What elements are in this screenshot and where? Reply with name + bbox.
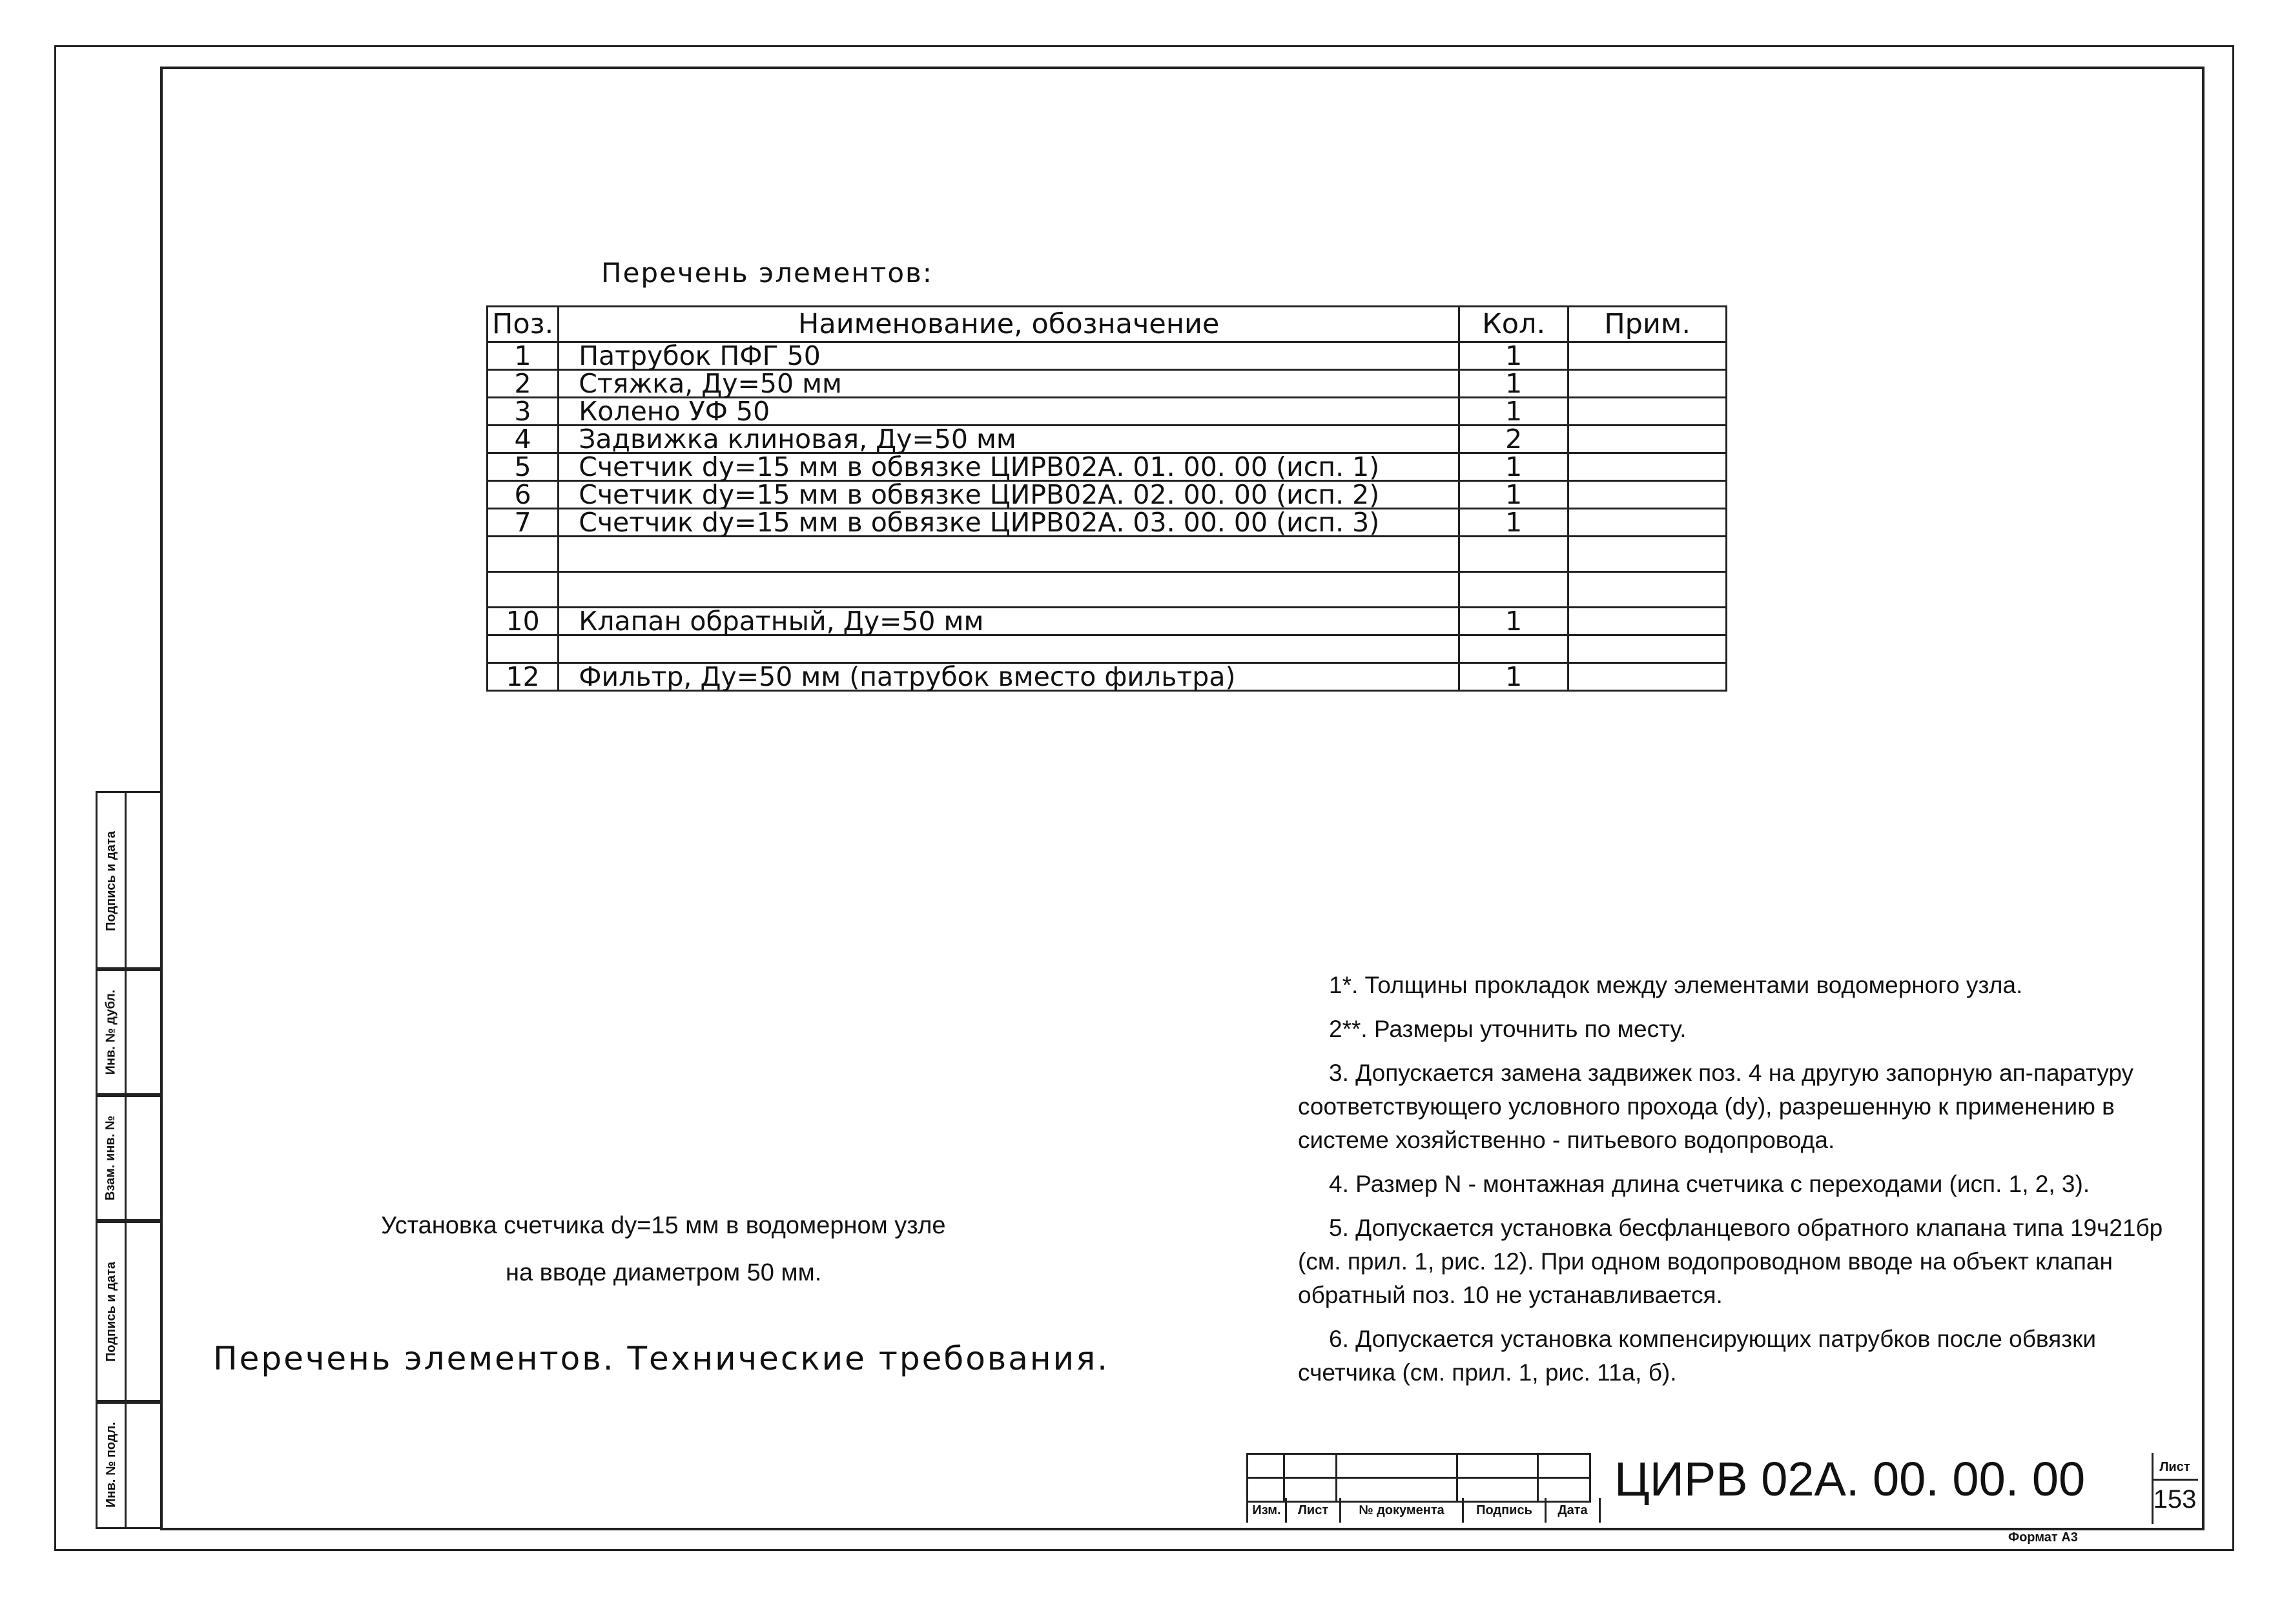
header-pos: Поз.	[488, 307, 559, 342]
cell-note	[1568, 608, 1727, 635]
strip-sign-date-1	[96, 791, 161, 971]
strip-label: Подпись и дата	[103, 1261, 118, 1362]
cell-pos: 12	[488, 663, 559, 691]
tb-label-sheet: Лист	[1287, 1498, 1341, 1523]
cell-name: Патрубок ПФГ 50	[559, 342, 1459, 370]
cell-name: Счетчик dy=15 мм в обвязке ЦИРВ02А. 01. 00. 00 (исп. 1)	[559, 453, 1459, 481]
note-6: 6. Допускается установка компенсирующих патрубков после обвязки счетчика (см. прил. 1, рис. 11а, б).	[1298, 1326, 2096, 1386]
cell-name: Счетчик dy=15 мм в обвязке ЦИРВ02А. 03. 00. 00 (исп. 3)	[559, 509, 1459, 537]
cell-qty: 1	[1459, 663, 1568, 691]
sheet-label: Лист	[2152, 1455, 2198, 1481]
table-row	[488, 663, 1727, 691]
cell-qty: 1	[1459, 398, 1568, 426]
table-row	[488, 398, 1727, 426]
table-row	[488, 509, 1727, 537]
format-label: Формат А3	[2008, 1530, 2078, 1545]
tb-label-date: Дата	[1547, 1498, 1601, 1523]
tb-label-doc: № документа	[1341, 1498, 1464, 1523]
cell-name: Клапан обратный, Ду=50 мм	[559, 608, 1459, 635]
cell-qty	[1459, 537, 1568, 572]
cell-qty: 2	[1459, 426, 1568, 453]
strip-inv-orig	[96, 1400, 161, 1529]
note-3: 3. Допускается замена задвижек поз. 4 на другую запорную ап-паратуру соответствующего условного прохода (dy), разрешенную к применению в системе хозяйственно - питьевого водопровода.	[1298, 1060, 2134, 1153]
cell-qty	[1459, 635, 1568, 663]
cell-note	[1568, 509, 1727, 537]
cell-note	[1568, 426, 1727, 453]
cell-name: Колено УФ 50	[559, 398, 1459, 426]
table-row	[488, 453, 1727, 481]
technical-notes	[1298, 969, 2163, 1400]
tb-label-change: Изм.	[1246, 1498, 1287, 1523]
strip-label: Подпись и дата	[103, 831, 118, 931]
cell-pos	[488, 635, 559, 663]
cell-name: Счетчик dy=15 мм в обвязке ЦИРВ02А. 02. 00. 00 (исп. 2)	[559, 481, 1459, 509]
cell-note	[1568, 537, 1727, 572]
tb-label-sign: Подпись	[1464, 1498, 1547, 1523]
note-4: 4. Размер N - монтажная длина счетчика с переходами (исп. 1, 2, 3).	[1329, 1171, 2090, 1197]
table-row-empty	[488, 572, 1727, 608]
cell-qty	[1459, 572, 1568, 608]
cell-name	[559, 572, 1459, 608]
table-row	[488, 426, 1727, 453]
note-2: 2**. Размеры уточнить по месту.	[1329, 1016, 1687, 1042]
table-row-empty	[488, 635, 1727, 663]
drawing-caption-line-2: на вводе диаметром 50 мм.	[506, 1259, 822, 1286]
document-code: ЦИРВ 02А. 00. 00. 00	[1614, 1452, 2086, 1506]
cell-pos	[488, 572, 559, 608]
cell-qty: 1	[1459, 342, 1568, 370]
cell-qty: 1	[1459, 481, 1568, 509]
cell-note	[1568, 342, 1727, 370]
table-row-empty	[488, 537, 1727, 572]
title-block-grid	[1246, 1453, 1591, 1503]
cell-name	[559, 635, 1459, 663]
strip-label: Инв. № подл.	[103, 1421, 118, 1508]
cell-pos	[488, 537, 559, 572]
cell-pos: 3	[488, 398, 559, 426]
note-5: 5. Допускается установка бесфланцевого обратного клапана типа 19ч21бр (см. прил. 1, рис. 12). При одном водопроводном вводе на объект клапан обратный поз. 10 не устанавливается.	[1298, 1215, 2163, 1308]
cell-note	[1568, 398, 1727, 426]
cell-note	[1568, 453, 1727, 481]
spec-header-row	[488, 307, 1727, 342]
cell-qty: 1	[1459, 509, 1568, 537]
cell-pos: 6	[488, 481, 559, 509]
drawing-caption-line-1: Установка счетчика dy=15 мм в водомерном узле	[381, 1212, 946, 1239]
header-note: Прим.	[1568, 307, 1727, 342]
cell-name: Фильтр, Ду=50 мм (патрубок вместо фильтра)	[559, 663, 1459, 691]
note-1: 1*. Толщины прокладок между элементами водомерного узла.	[1329, 972, 2023, 998]
cell-note	[1568, 572, 1727, 608]
cell-note	[1568, 635, 1727, 663]
cell-qty: 1	[1459, 608, 1568, 635]
strip-label: Инв. № дубл.	[103, 989, 118, 1075]
table-row	[488, 481, 1727, 509]
header-qty: Кол.	[1459, 307, 1568, 342]
strip-sign-date-2	[96, 1219, 161, 1404]
cell-qty: 1	[1459, 370, 1568, 398]
spec-table	[486, 305, 1727, 692]
spec-title: Перечень элементов:	[601, 257, 933, 289]
sheet-heading: Перечень элементов. Технические требования.	[213, 1340, 1110, 1377]
cell-pos: 4	[488, 426, 559, 453]
title-block-labels	[1246, 1498, 1601, 1523]
cell-pos: 5	[488, 453, 559, 481]
strip-inv-dup	[96, 967, 161, 1097]
cell-name: Стяжка, Ду=50 мм	[559, 370, 1459, 398]
cell-pos: 7	[488, 509, 559, 537]
cell-note	[1568, 481, 1727, 509]
cell-qty: 1	[1459, 453, 1568, 481]
cell-pos: 2	[488, 370, 559, 398]
cell-note	[1568, 370, 1727, 398]
cell-pos: 10	[488, 608, 559, 635]
table-row	[488, 342, 1727, 370]
cell-name: Задвижка клиновая, Ду=50 мм	[559, 426, 1459, 453]
strip-replace-inv	[96, 1093, 161, 1223]
cell-name	[559, 537, 1459, 572]
header-name: Наименование, обозначение	[559, 307, 1459, 342]
cell-pos: 1	[488, 342, 559, 370]
cell-note	[1568, 663, 1727, 691]
table-row	[488, 608, 1727, 635]
strip-label: Взам. инв. №	[103, 1115, 118, 1201]
sheet-number: 153	[2153, 1485, 2197, 1514]
table-row	[488, 370, 1727, 398]
